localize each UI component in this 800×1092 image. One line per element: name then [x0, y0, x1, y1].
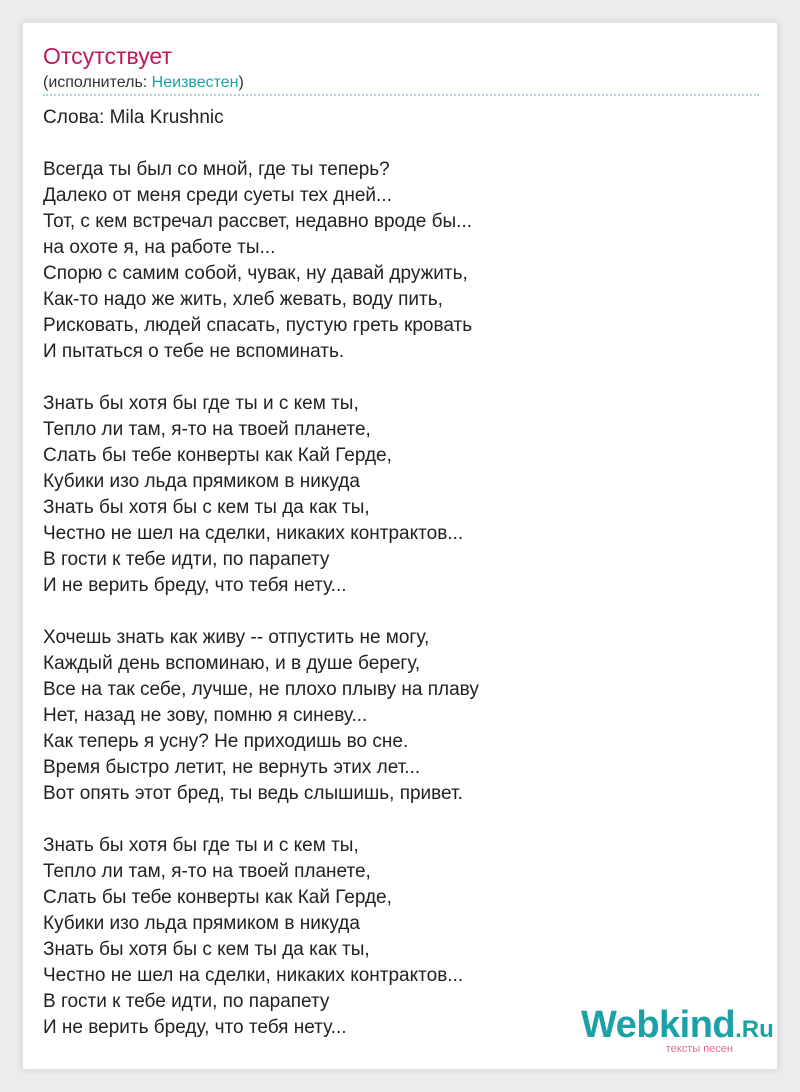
lyric-line: Как-то надо же жить, хлеб жевать, воду пить, — [43, 289, 443, 310]
artist-line — [43, 73, 244, 93]
stanza-gap — [43, 131, 763, 157]
artist-suffix: ) — [238, 74, 244, 91]
lyric-line: Далеко от меня среди суеты тех дней... — [43, 185, 392, 206]
lyric-line: Знать бы хотя бы где ты и с кем ты, — [43, 393, 359, 414]
lyric-line: Кубики изо льда прямиком в никуда — [43, 913, 360, 934]
lyric-line: Тепло ли там, я-то на твоей планете, — [43, 419, 371, 440]
lyrics-text — [43, 105, 763, 1041]
lyric-line: Каждый день вспоминаю, и в душе берегу, — [43, 653, 421, 674]
lyrics-author-credit: Слова: Mila Krushnic — [43, 107, 224, 128]
lyric-line: Нет, назад не зову, помню я синеву... — [43, 705, 368, 726]
lyric-line: Рисковать, людей спасать, пустую греть кровать — [43, 315, 473, 336]
lyrics-card — [22, 22, 778, 1070]
lyric-line: на охоте я, на работе ты... — [43, 237, 276, 258]
lyric-line: Знать бы хотя бы где ты и с кем ты, — [43, 835, 359, 856]
lyric-line: И не верить бреду, что тебя нету... — [43, 1017, 347, 1038]
lyric-line: Тепло ли там, я-то на твоей планете, — [43, 861, 371, 882]
lyric-line: Честно не шел на сделки, никаких контрактов... — [43, 965, 464, 986]
stanza-gap — [43, 807, 763, 833]
artist-link[interactable]: Неизвестен — [151, 74, 239, 91]
lyric-line: В гости к тебе идти, по парапету — [43, 991, 330, 1012]
lyric-line: В гости к тебе идти, по парапету — [43, 549, 330, 570]
logo-tagline: тексты песен — [665, 1043, 733, 1055]
lyric-line: И не верить бреду, что тебя нету... — [43, 575, 347, 596]
lyric-line: Знать бы хотя бы с кем ты да как ты, — [43, 497, 370, 518]
divider — [43, 94, 759, 96]
lyric-line: Как теперь я усну? Не приходишь во сне. — [43, 731, 409, 752]
song-title: Отсутствует — [43, 43, 172, 69]
lyric-line: И пытаться о тебе не вспоминать. — [43, 341, 345, 362]
lyric-line: Спорю с самим собой, чувак, ну давай дружить, — [43, 263, 468, 284]
lyric-line: Знать бы хотя бы с кем ты да как ты, — [43, 939, 370, 960]
site-logo[interactable] — [581, 1004, 774, 1063]
lyric-line: Тот, с кем встречал рассвет, недавно вроде бы... — [43, 211, 473, 232]
lyric-line: Время быстро летит, не вернуть этих лет... — [43, 757, 421, 778]
lyric-line: Хочешь знать как живу -- отпустить не могу, — [43, 627, 430, 648]
lyric-line: Вот опять этот бред, ты ведь слышишь, привет. — [43, 783, 463, 804]
stanza-gap — [43, 599, 763, 625]
lyric-line: Все на так себе, лучше, не плохо плыву на плаву — [43, 679, 479, 700]
artist-prefix: (исполнитель: — [43, 74, 152, 91]
lyric-line: Кубики изо льда прямиком в никуда — [43, 471, 360, 492]
logo-brand: Webkind — [581, 1004, 736, 1046]
stanza-gap — [43, 365, 763, 391]
logo-tld: .Ru — [735, 1016, 774, 1043]
lyric-line: Честно не шел на сделки, никаких контрактов... — [43, 523, 464, 544]
lyric-line: Всегда ты был со мной, где ты теперь? — [43, 159, 390, 180]
lyric-line: Слать бы тебе конверты как Кай Герде, — [43, 445, 392, 466]
lyric-line: Слать бы тебе конверты как Кай Герде, — [43, 887, 392, 908]
